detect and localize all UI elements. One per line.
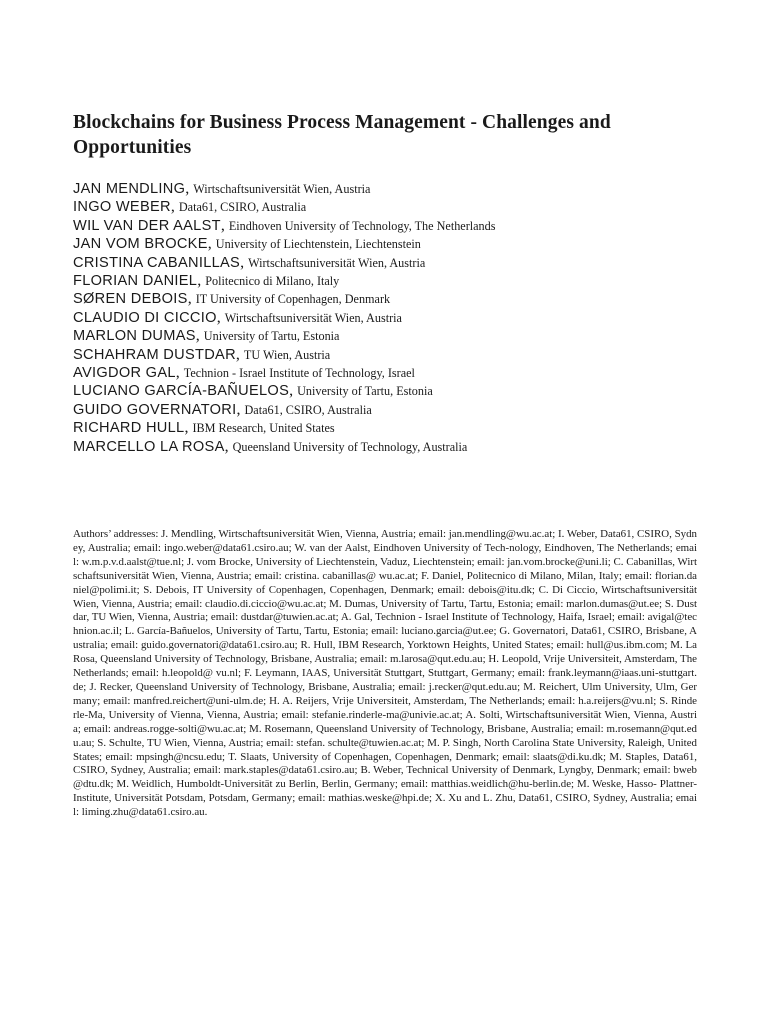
author-entry: GUIDO GOVERNATORI, Data61, CSIRO, Australia	[73, 400, 372, 418]
author-affiliation: IBM Research, United States	[192, 421, 335, 436]
author-name: INGO WEBER	[73, 199, 171, 216]
author-name: CLAUDIO DI CICCIO	[73, 309, 217, 326]
author-name: WIL VAN DER AALST	[73, 217, 221, 234]
author-affiliation: Data61, CSIRO, Australia	[244, 402, 372, 417]
author-affiliation: Politecnico di Milano, Italy	[205, 274, 340, 289]
author-entry: JAN MENDLING, Wirtschaftsuniversität Wien, Austria	[73, 180, 371, 197]
paper-title: Blockchains for Business Process Management - Challenges and Opportunities	[73, 112, 611, 158]
author-name: AVIGDOR GAL	[73, 365, 176, 382]
author-entry: SØREN DEBOIS, IT University of Copenhagen, Denmark	[73, 290, 391, 308]
author-affiliation: Queensland University of Technology, Australia	[232, 439, 468, 454]
author-name: LUCIANO GARCÍA-BAÑUELOS	[73, 383, 290, 400]
author-name: SØREN DEBOIS	[73, 291, 188, 308]
author-entry: SCHAHRAM DUSTDAR, TU Wien, Austria	[73, 345, 331, 363]
author-list	[73, 180, 697, 456]
author-name: GUIDO GOVERNATORI	[73, 401, 237, 418]
author-affiliation: Wirtschaftsuniversität Wien, Austria	[193, 182, 371, 196]
author-affiliation: IT University of Copenhagen, Denmark	[195, 292, 391, 307]
author-affiliation: University of Tartu, Estonia	[203, 329, 340, 344]
author-name: MARCELLO LA ROSA	[73, 438, 225, 455]
paper-header	[73, 110, 697, 456]
author-name: JAN VOM BROCKE	[73, 236, 208, 253]
author-entry: MARLON DUMAS, University of Tartu, Estonia	[73, 327, 340, 345]
author-name: JAN MENDLING	[73, 181, 186, 197]
author-entry: AVIGDOR GAL, Technion - Israel Institute of Technology, Israel	[73, 364, 415, 382]
author-affiliation: Wirtschaftsuniversität Wien, Austria	[248, 255, 426, 270]
author-affiliation: Data61, CSIRO, Australia	[178, 200, 307, 215]
author-entry: CLAUDIO DI CICCIO, Wirtschaftsuniversität Wien, Austria	[73, 308, 402, 326]
author-entry: RICHARD HULL, IBM Research, United States	[73, 419, 335, 437]
author-entry: CRISTINA CABANILLAS, Wirtschaftsuniversität Wien, Austria	[73, 253, 426, 271]
author-affiliation: Technion - Israel Institute of Technology, Israel	[183, 366, 415, 381]
author-name: FLORIAN DANIEL	[73, 273, 198, 290]
author-affiliation: Eindhoven University of Technology, The Netherlands	[228, 218, 496, 233]
author-entry: LUCIANO GARCÍA-BAÑUELOS, University of Tartu, Estonia	[73, 382, 433, 400]
author-entry: INGO WEBER, Data61, CSIRO, Australia	[73, 198, 307, 216]
author-name: MARLON DUMAS	[73, 328, 196, 345]
author-affiliation: University of Tartu, Estonia	[297, 384, 433, 399]
author-addresses: Authors’ addresses: J. Mendling, Wirtschaftsuniversität Wien, Vienna, Austria; email: jan.mendling@wu.ac.at; I. Weber, Data61, CSIRO, Sydney, Australia; email: ingo.weber@data61.csiro.au; W. van der Aalst, Eindhoven University of Tech-nology, Eindhoven, The Netherlands; email: w.m.p.v.d.aalst@tue.nl; J. vom Brocke, University of Liechtenstein, Vaduz, Liechtenstein; email: jan.vom.brocke@uni.li; C. Cabanillas, Wirtschaftsuniversität Wien, Vienna, Austria; email: cristina. cabanillas@ wu.ac.at; F. Daniel, Politecnico di Milano, Milan, Italy; email: florian.daniel@polimi.it; S. Debois, IT University of Copenhagen, Copenhagen, Denmark; email: debois@itu.dk; C. Di Ciccio, Wirtschaftsuniversität Wien, Vienna, Austria; email: claudio.di.ciccio@wu.ac.at; M. Dumas, University of Tartu, Tartu, Estonia; email: marlon.dumas@ut.ee; S. Dustdar, TU Wien, Vienna, Austria; email: dustdar@tuwien.ac.at; A. Gal, Technion - Israel Institute of Technology, Haifa, Israel; email: avigal@technion.ac.il; L. García-Bañuelos, University of Tartu, Tartu, Estonia; email: luciano.garcia@ut.ee; G. Governatori, Data61, CSIRO, Brisbane, Australia; email: guido.governatori@data61.csiro.au; R. Hull, IBM Research, Yorktown Heights, United States; email: hull@us.ibm.com; M. La Rosa, Queensland University of Technology, Brisbane, Australia; email: m.larosa@qut.edu.au; H. Leopold, Vrije Universiteit, Amsterdam, The Netherlands; email: h.leopold@ vu.nl; F. Leymann, IAAS, Universität Stuttgart, Stuttgart, Germany; email: frank.leymann@iaas.uni-stuttgart.de; J. Recker, Queensland University of Technology, Brisbane, Australia; email: j.recker@qut.edu.au; M. Reichert, Ulm University, Ulm, Germany; email: manfred.reichert@uni-ulm.de; H. A. Reijers, Vrije Universiteit, Amsterdam, The Netherlands; email: h.a.reijers@vu.nl; S. Rinderle-Ma, University of Vienna, Vienna, Austria; email: stefanie.rinderle-ma@univie.ac.at; A. Solti, Wirtschaftsuniversität Wien, Vienna, Austria; email: andreas.rogge-solti@wu.ac.at; M. Rosemann, Queensland University of Technology, Brisbane, Australia; email: m.rosemann@qut.edu.au; S. Schulte, TU Wien, Vienna, Austria; email: stefan. schulte@tuwien.ac.at; M. P. Singh, North Carolina State University, Raleigh, United States; email: mpsingh@ncsu.edu; T. Slaats, University of Copenhagen, Copenhagen, Denmark; email: slaats@di.ku.dk; M. Staples, Data61, CSIRO, Sydney, Australia; email: mark.staples@data61.csiro.au; B. Weber, Technical University of Denmark, Lyngby, Denmark; email: bweb@dtu.dk; M. Weidlich, Humboldt-Universität zu Berlin, Berlin, Germany; email: matthias.weidlich@hu-berlin.de; M. Weske, Hasso- Plattner-Institute, Universität Potsdam, Potsdam, Germany; email: mathias.weske@hpi.de; X. Xu and L. Zhu, Data61, CSIRO, Sydney, Australia; email: liming.zhu@data61.csiro.au.	[73, 528, 697, 819]
author-name: SCHAHRAM DUSTDAR	[73, 346, 236, 363]
author-name: RICHARD HULL	[73, 420, 185, 437]
author-affiliation: Wirtschaftsuniversität Wien, Austria	[224, 310, 402, 325]
author-name: CRISTINA CABANILLAS	[73, 254, 241, 271]
author-entry: FLORIAN DANIEL, Politecnico di Milano, Italy	[73, 272, 340, 290]
author-entry: JAN VOM BROCKE, University of Liechtenstein, Liechtenstein	[73, 235, 421, 253]
author-affiliation: University of Liechtenstein, Liechtenstein	[215, 237, 421, 252]
author-entry: WIL VAN DER AALST, Eindhoven University of Technology, The Netherlands	[73, 216, 496, 234]
author-entry: MARCELLO LA ROSA, Queensland University of Technology, Australia	[73, 437, 468, 455]
author-affiliation: TU Wien, Austria	[243, 347, 331, 362]
